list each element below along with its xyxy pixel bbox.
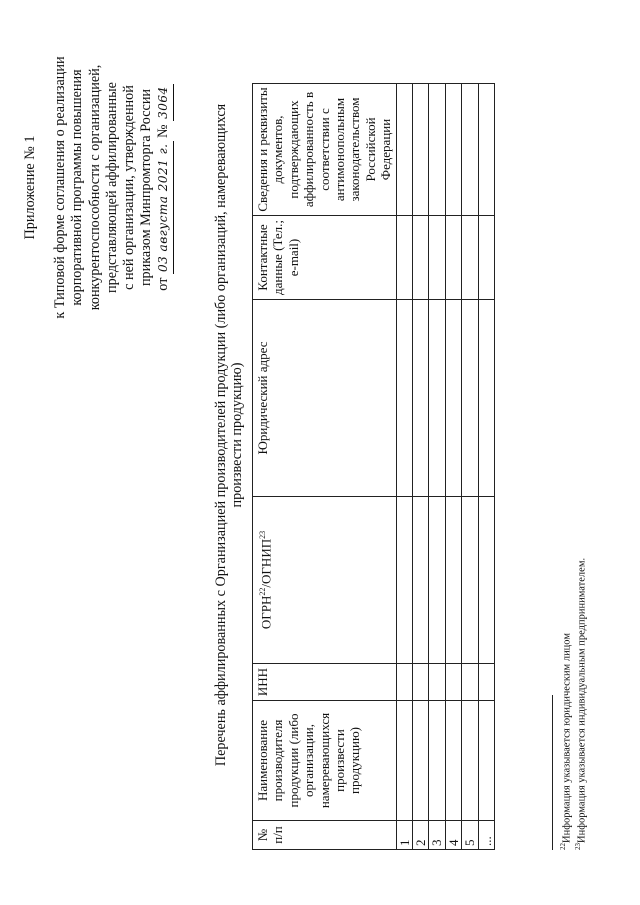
list-caption xyxy=(213,25,245,845)
handwritten-number: 3064 xyxy=(155,84,173,121)
header-line: корпоративной программы повышения xyxy=(69,69,86,306)
footnote-text: Информация указывается юридическим лицом xyxy=(561,633,573,843)
table-row xyxy=(429,84,445,850)
row-num: 4 xyxy=(445,821,461,850)
header-line: представляющей аффилированные xyxy=(103,82,120,293)
header-num: № п/п xyxy=(253,821,397,850)
row-num: 2 xyxy=(413,821,429,850)
footnote xyxy=(572,558,589,850)
table-row xyxy=(396,84,412,850)
header-line: к Типовой форме соглашения о реализации xyxy=(52,56,69,319)
ogrn-label: ОГРН xyxy=(258,595,274,630)
affiliates-table xyxy=(252,83,495,850)
ogrnip-label: /ОГНИП xyxy=(258,538,274,588)
appendix-title: Приложение № 1 xyxy=(22,135,38,240)
footnote-mark: 22 xyxy=(559,843,567,850)
table-row xyxy=(462,84,478,850)
order-date-number xyxy=(155,15,173,360)
header-line: конкурентоспособности с организацией, xyxy=(86,64,103,311)
footnote-text: Информация указывается индивидуальным предпринимателем. xyxy=(576,557,588,843)
table-header-row xyxy=(253,84,397,850)
number-prefix: № xyxy=(155,124,172,138)
header-docs: Сведения и реквизиты документов, подтверждающих аффилированность в соответствии с антимонопольным законодательством Российской Федерации xyxy=(253,84,397,216)
row-num: 5 xyxy=(462,821,478,850)
footnote-separator xyxy=(552,695,553,850)
footnote-ref: 22 xyxy=(258,587,267,596)
table-row xyxy=(413,84,429,850)
table-row xyxy=(445,84,461,850)
row-num: ... xyxy=(478,821,494,850)
caption-line-2: произвести продукцию) xyxy=(229,362,245,508)
table-row xyxy=(478,84,494,850)
header-inn: ИНН xyxy=(253,664,397,701)
header-line: приказом Минпромторга России xyxy=(138,88,155,287)
handwritten-date: 03 августа 2021 г. xyxy=(155,141,173,274)
header-line: с ней организации, утвержденной xyxy=(121,85,138,290)
footnote-ref: 23 xyxy=(258,530,267,539)
date-prefix: от xyxy=(155,277,172,291)
row-num: 1 xyxy=(396,821,412,850)
footnote-mark: 23 xyxy=(574,843,582,850)
header-address: Юридический адрес xyxy=(253,300,397,497)
caption-line-1: Перечень аффилированных с Организацией производителей продукции (либо организаций, намеревающихся xyxy=(213,103,229,767)
appendix-header xyxy=(22,15,174,360)
row-num: 3 xyxy=(429,821,445,850)
header-name: Наименование производителя продукции (либо организации, намеревающихся произвести продукцию) xyxy=(253,701,397,821)
header-ogrn xyxy=(253,497,397,664)
header-contacts: Контактные данные (Тел.; e-mail) xyxy=(253,216,397,300)
